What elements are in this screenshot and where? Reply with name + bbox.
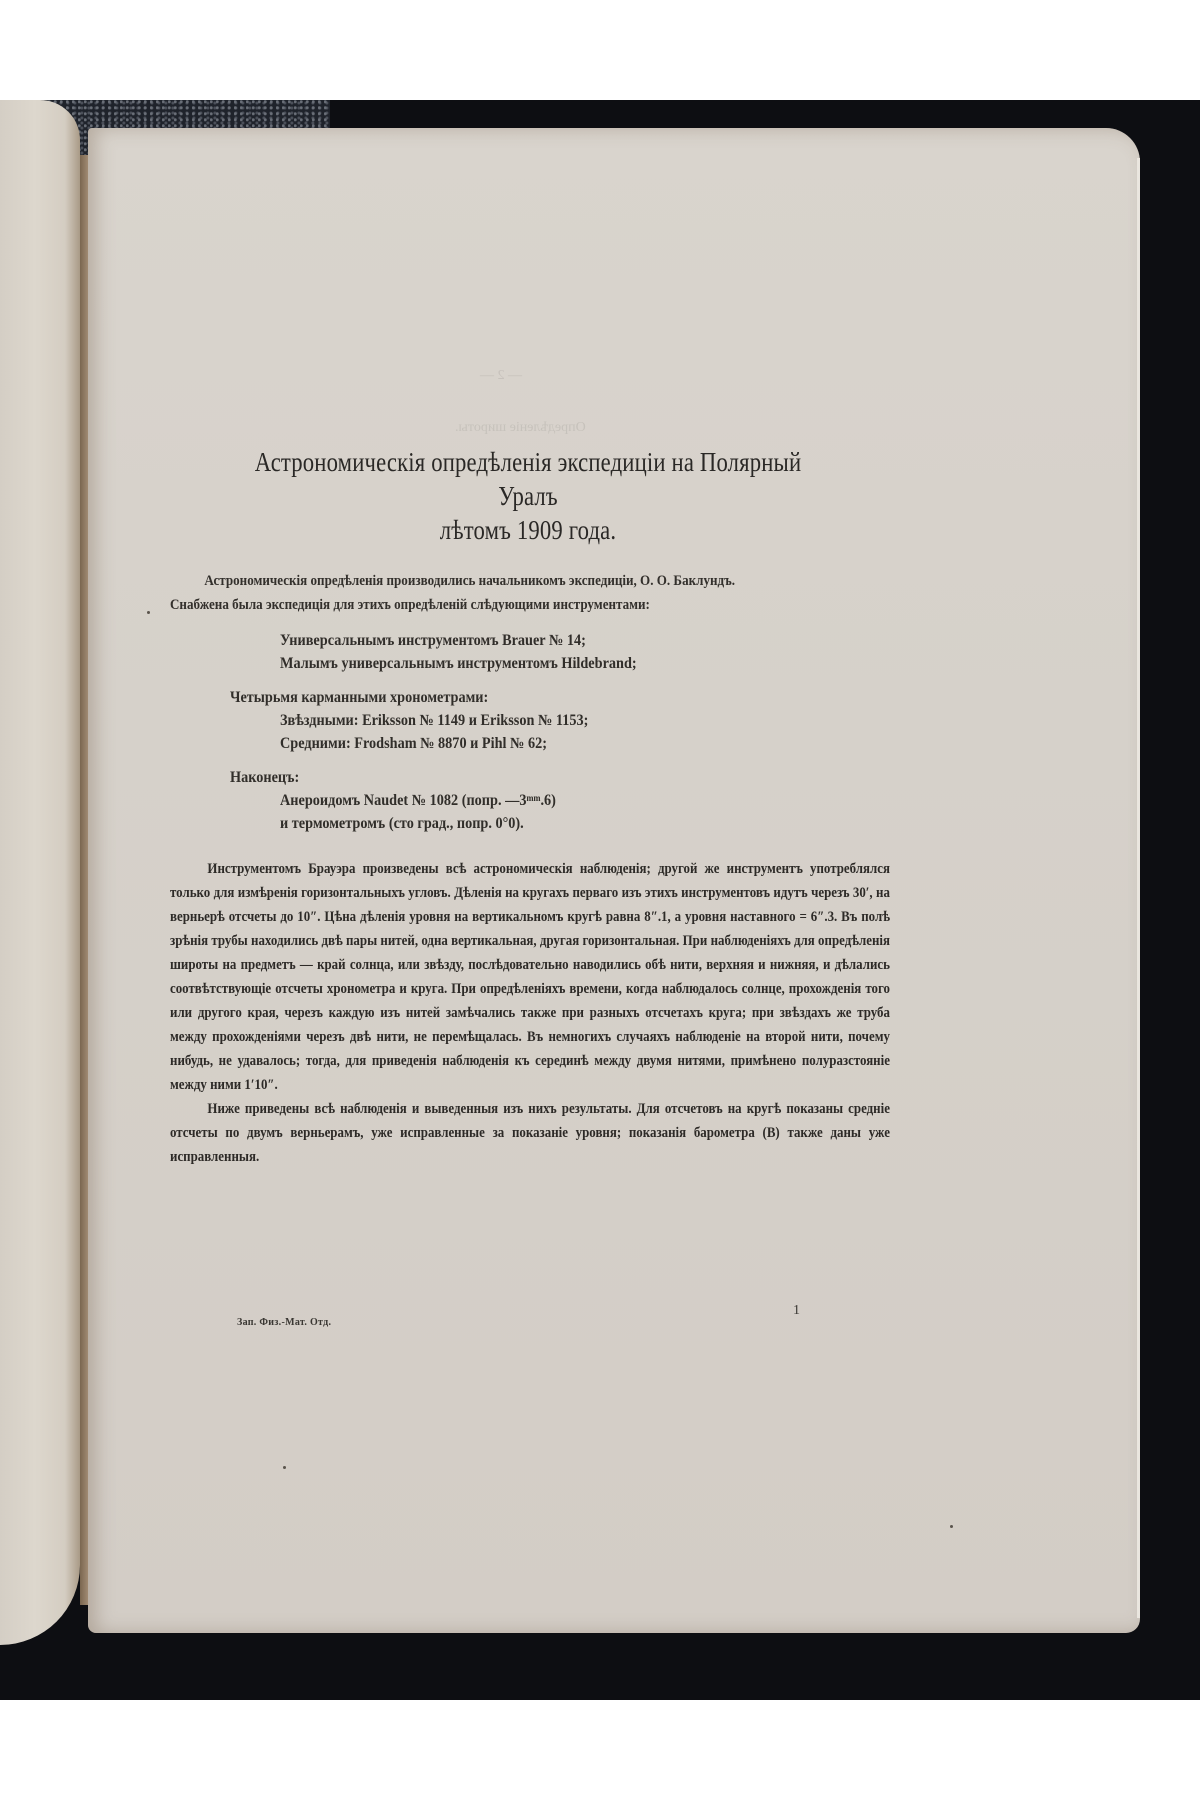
page-number: 1 <box>793 1303 800 1318</box>
title-line-1: Астрономическія опредѣленія экспедиціи на Полярный Уралъ <box>254 447 802 511</box>
aneroid-item: Анероидомъ Naudet № 1082 (попр. —3ᵐᵐ.6) <box>280 792 556 809</box>
finally-heading: Наконецъ: <box>230 769 300 786</box>
paper-speck <box>147 611 150 614</box>
instrument-item: Универсальнымъ инструментомъ Brauer № 14; <box>280 632 586 649</box>
intro-line-2: Снабжена была экспедиція для этихъ опредѣленій слѣдующими инструментами: <box>170 596 650 613</box>
chronometer-item: Звѣздными: Eriksson № 1149 и Eriksson № 1153; <box>280 712 589 729</box>
title-line-2: лѣтомъ 1909 года. <box>439 515 617 545</box>
paper-speck <box>950 1525 953 1528</box>
footer-signature: Зап. Физ.-Мат. Отд. <box>237 1317 332 1328</box>
page-edge <box>1137 158 1140 1618</box>
intro-line-1: Астрономическія опредѣленія производились начальникомъ экспедиціи, О. О. Баклундъ. <box>204 572 736 589</box>
left-page <box>0 100 80 1645</box>
instrument-list <box>280 629 832 675</box>
bleed-through-text: Опредѣленіе широты. <box>455 420 586 435</box>
paragraph-results: Ниже приведены всѣ наблюденія и выведенныя изъ нихъ результаты. Для отсчетовъ на кругѣ показаны средніе отсчеты по двумъ верньерамъ, уже исправленные за показаніе уровня; показанія барометра (B) также даны уже исправленныя. <box>170 1100 890 1165</box>
finally-list <box>280 789 890 835</box>
bleed-through-text: — 2 — <box>480 368 522 383</box>
chronometers-heading: Четырьмя карманными хронометрами: <box>230 689 489 706</box>
instrument-item: Малымъ универсальнымъ инструментомъ Hildebrand; <box>280 655 637 672</box>
page-title <box>226 445 831 547</box>
chronometers-list <box>280 709 890 755</box>
chronometer-item: Средними: Frodsham № 8870 и Pihl № 62; <box>280 735 547 752</box>
thermometer-item: и термометромъ (сто град., попр. 0°0). <box>280 815 524 832</box>
document-body <box>170 445 890 1169</box>
paragraph-instruments: Инструментомъ Брауэра произведены всѣ астрономическія наблюденія; другой же инструментъ употреблялся только для измѣренія горизонтальныхъ угловъ. Дѣленія на кругахъ перваго изъ этихъ инструментовъ идутъ черезъ 30′, на верньерѣ отсчеты до 10″. Цѣна дѣленія уровня на вертикальномъ кругѣ равна 8″.1, а уровня наставного = 6″.3. Въ полѣ зрѣнія трубы находились двѣ пары нитей, одна вертикальная, другая горизонтальная. При наблюденіяхъ для опредѣленія широты на предметъ — край солнца, или звѣзду, послѣдовательно наводились обѣ нити, верхняя и нижняя, и дѣлались соотвѣтствующіе отсчеты хронометра и круга. При опредѣленіяхъ времени, когда наблюдалось солнце, прохожденія того или другого края, черезъ каждую изъ нитей замѣчались также при разныхъ отсчетахъ круга; при звѣздахъ же труба между прохожденіями черезъ двѣ нити, не перемѣщалась. Въ немногихъ случаяхъ наблюденіе на второй нити, почему нибудь, не удавалось; тогда, для приведенія наблюденія къ серединѣ между двумя нитями, примѣнено полуразстояніе между ними 1′10″. <box>170 860 890 1093</box>
paper-speck <box>283 1466 286 1469</box>
intro-paragraph <box>170 569 890 617</box>
body-text <box>170 857 890 1169</box>
